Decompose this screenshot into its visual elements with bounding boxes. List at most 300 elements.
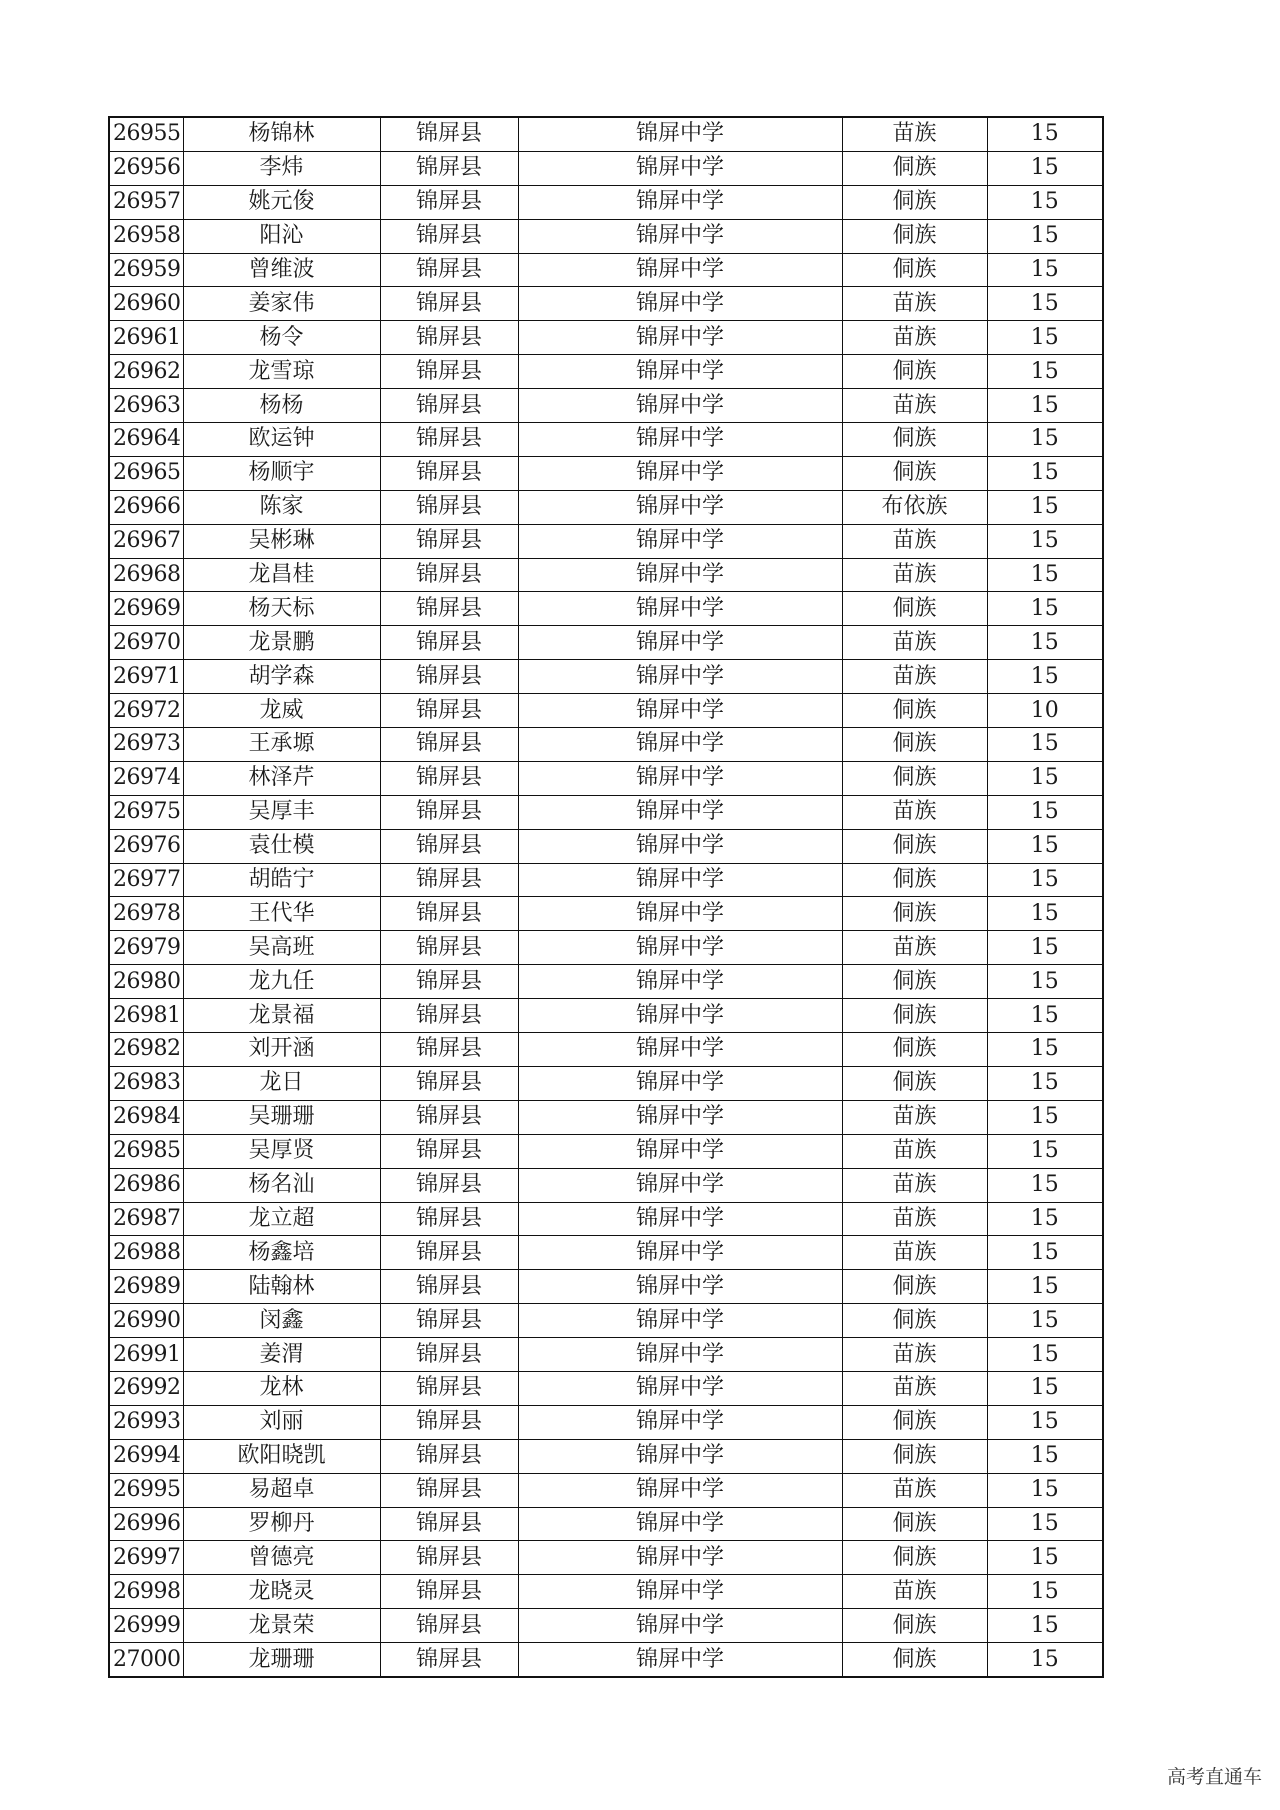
cell-name: 陆翰林 [183,1270,380,1304]
cell-county: 锦屏县 [380,1338,518,1372]
cell-score: 15 [987,1575,1103,1609]
cell-score: 15 [987,253,1103,287]
cell-school: 锦屏中学 [518,761,842,795]
cell-name: 胡学森 [183,660,380,694]
cell-score: 15 [987,999,1103,1033]
cell-county: 锦屏县 [380,1100,518,1134]
cell-county: 锦屏县 [380,1033,518,1067]
cell-score: 15 [987,423,1103,457]
cell-ethnicity: 侗族 [842,1066,987,1100]
cell-id: 26960 [109,287,183,321]
cell-id: 26986 [109,1168,183,1202]
cell-name: 袁仕模 [183,829,380,863]
cell-county: 锦屏县 [380,626,518,660]
cell-school: 锦屏中学 [518,931,842,965]
cell-county: 锦屏县 [380,1473,518,1507]
cell-score: 15 [987,761,1103,795]
cell-school: 锦屏中学 [518,423,842,457]
cell-id: 26972 [109,694,183,728]
table-row [109,1541,1103,1575]
table-row [109,321,1103,355]
cell-school: 锦屏中学 [518,1575,842,1609]
cell-county: 锦屏县 [380,524,518,558]
table-row [109,117,1103,151]
cell-ethnicity: 苗族 [842,1202,987,1236]
cell-name: 杨锦林 [183,117,380,151]
cell-score: 15 [987,1338,1103,1372]
cell-county: 锦屏县 [380,965,518,999]
cell-ethnicity: 侗族 [842,897,987,931]
cell-county: 锦屏县 [380,253,518,287]
cell-name: 吴厚丰 [183,795,380,829]
cell-school: 锦屏中学 [518,558,842,592]
cell-name: 龙九任 [183,965,380,999]
cell-school: 锦屏中学 [518,490,842,524]
cell-county: 锦屏县 [380,1371,518,1405]
table-row [109,1609,1103,1643]
cell-id: 26982 [109,1033,183,1067]
table-row [109,829,1103,863]
table-row [109,1033,1103,1067]
cell-county: 锦屏县 [380,1304,518,1338]
cell-school: 锦屏中学 [518,456,842,490]
cell-id: 26971 [109,660,183,694]
cell-county: 锦屏县 [380,999,518,1033]
cell-ethnicity: 苗族 [842,795,987,829]
cell-county: 锦屏县 [380,795,518,829]
table-row [109,761,1103,795]
cell-ethnicity: 苗族 [842,287,987,321]
cell-school: 锦屏中学 [518,999,842,1033]
cell-ethnicity: 侗族 [842,219,987,253]
cell-county: 锦屏县 [380,931,518,965]
table-row [109,219,1103,253]
cell-county: 锦屏县 [380,1405,518,1439]
cell-school: 锦屏中学 [518,151,842,185]
table-row [109,592,1103,626]
cell-school: 锦屏中学 [518,626,842,660]
cell-id: 26955 [109,117,183,151]
cell-name: 杨鑫培 [183,1236,380,1270]
cell-id: 26965 [109,456,183,490]
cell-school: 锦屏中学 [518,1236,842,1270]
cell-score: 15 [987,1609,1103,1643]
table-row [109,1643,1103,1677]
cell-ethnicity: 苗族 [842,1473,987,1507]
cell-county: 锦屏县 [380,694,518,728]
cell-score: 15 [987,1202,1103,1236]
cell-ethnicity: 侗族 [842,863,987,897]
cell-school: 锦屏中学 [518,694,842,728]
cell-school: 锦屏中学 [518,287,842,321]
cell-school: 锦屏中学 [518,321,842,355]
cell-score: 15 [987,897,1103,931]
cell-score: 15 [987,558,1103,592]
cell-name: 姜渭 [183,1338,380,1372]
cell-school: 锦屏中学 [518,117,842,151]
cell-ethnicity: 侗族 [842,1507,987,1541]
cell-ethnicity: 侗族 [842,1609,987,1643]
cell-ethnicity: 苗族 [842,1100,987,1134]
cell-school: 锦屏中学 [518,1609,842,1643]
cell-score: 15 [987,1541,1103,1575]
table-row [109,1473,1103,1507]
table-row [109,1134,1103,1168]
cell-score: 15 [987,1439,1103,1473]
cell-score: 15 [987,728,1103,762]
cell-school: 锦屏中学 [518,219,842,253]
cell-school: 锦屏中学 [518,965,842,999]
cell-id: 26964 [109,423,183,457]
cell-id: 26961 [109,321,183,355]
cell-score: 15 [987,287,1103,321]
cell-ethnicity: 侗族 [842,1541,987,1575]
table-row [109,999,1103,1033]
cell-school: 锦屏中学 [518,1270,842,1304]
cell-school: 锦屏中学 [518,1405,842,1439]
cell-name: 龙雪琼 [183,355,380,389]
table-row [109,1236,1103,1270]
cell-ethnicity: 侗族 [842,1643,987,1677]
cell-school: 锦屏中学 [518,1473,842,1507]
cell-school: 锦屏中学 [518,389,842,423]
cell-id: 26990 [109,1304,183,1338]
table-row [109,1371,1103,1405]
cell-county: 锦屏县 [380,185,518,219]
cell-ethnicity: 苗族 [842,1168,987,1202]
cell-ethnicity: 侗族 [842,253,987,287]
cell-name: 杨令 [183,321,380,355]
cell-id: 26978 [109,897,183,931]
cell-ethnicity: 侗族 [842,965,987,999]
cell-name: 易超卓 [183,1473,380,1507]
cell-ethnicity: 侗族 [842,355,987,389]
cell-school: 锦屏中学 [518,795,842,829]
cell-ethnicity: 侗族 [842,1405,987,1439]
cell-county: 锦屏县 [380,558,518,592]
cell-county: 锦屏县 [380,355,518,389]
cell-score: 15 [987,185,1103,219]
cell-name: 罗柳丹 [183,1507,380,1541]
cell-ethnicity: 布依族 [842,490,987,524]
cell-county: 锦屏县 [380,1609,518,1643]
cell-ethnicity: 苗族 [842,1134,987,1168]
cell-school: 锦屏中学 [518,253,842,287]
cell-county: 锦屏县 [380,456,518,490]
cell-ethnicity: 侗族 [842,456,987,490]
table-row [109,795,1103,829]
cell-ethnicity: 侗族 [842,761,987,795]
cell-id: 26966 [109,490,183,524]
cell-county: 锦屏县 [380,1134,518,1168]
cell-ethnicity: 侗族 [842,1439,987,1473]
table-row [109,931,1103,965]
cell-id: 26976 [109,829,183,863]
cell-school: 锦屏中学 [518,897,842,931]
cell-id: 26969 [109,592,183,626]
cell-score: 15 [987,931,1103,965]
cell-id: 26996 [109,1507,183,1541]
cell-name: 吴高班 [183,931,380,965]
cell-school: 锦屏中学 [518,1202,842,1236]
cell-county: 锦屏县 [380,1270,518,1304]
cell-id: 26977 [109,863,183,897]
cell-name: 姜家伟 [183,287,380,321]
cell-id: 26994 [109,1439,183,1473]
cell-ethnicity: 苗族 [842,389,987,423]
cell-name: 杨天标 [183,592,380,626]
cell-county: 锦屏县 [380,592,518,626]
table-row [109,389,1103,423]
table-row [109,897,1103,931]
roster-body [109,117,1103,1677]
cell-score: 15 [987,456,1103,490]
cell-score: 15 [987,1100,1103,1134]
table-row [109,1100,1103,1134]
cell-id: 26989 [109,1270,183,1304]
cell-name: 林泽芹 [183,761,380,795]
cell-county: 锦屏县 [380,728,518,762]
table-row [109,456,1103,490]
table-row [109,863,1103,897]
cell-id: 26981 [109,999,183,1033]
cell-name: 龙景鹏 [183,626,380,660]
table-row [109,355,1103,389]
cell-id: 26968 [109,558,183,592]
table-row [109,965,1103,999]
cell-name: 杨杨 [183,389,380,423]
cell-name: 闵鑫 [183,1304,380,1338]
cell-score: 10 [987,694,1103,728]
cell-county: 锦屏县 [380,1066,518,1100]
cell-school: 锦屏中学 [518,1541,842,1575]
cell-school: 锦屏中学 [518,1643,842,1677]
cell-county: 锦屏县 [380,863,518,897]
cell-school: 锦屏中学 [518,829,842,863]
cell-score: 15 [987,1473,1103,1507]
cell-school: 锦屏中学 [518,1507,842,1541]
cell-school: 锦屏中学 [518,1066,842,1100]
cell-score: 15 [987,829,1103,863]
cell-name: 龙珊珊 [183,1643,380,1677]
cell-school: 锦屏中学 [518,1371,842,1405]
cell-score: 15 [987,795,1103,829]
cell-county: 锦屏县 [380,660,518,694]
cell-name: 龙昌桂 [183,558,380,592]
cell-county: 锦屏县 [380,1168,518,1202]
cell-county: 锦屏县 [380,287,518,321]
cell-name: 刘丽 [183,1405,380,1439]
cell-ethnicity: 侗族 [842,999,987,1033]
cell-score: 15 [987,389,1103,423]
table-row [109,1507,1103,1541]
cell-name: 欧运钟 [183,423,380,457]
cell-score: 15 [987,1168,1103,1202]
cell-ethnicity: 苗族 [842,1371,987,1405]
cell-name: 吴彬琳 [183,524,380,558]
cell-county: 锦屏县 [380,151,518,185]
cell-school: 锦屏中学 [518,1439,842,1473]
cell-county: 锦屏县 [380,1643,518,1677]
cell-score: 15 [987,151,1103,185]
cell-id: 27000 [109,1643,183,1677]
cell-county: 锦屏县 [380,1507,518,1541]
cell-score: 15 [987,1236,1103,1270]
cell-school: 锦屏中学 [518,728,842,762]
cell-name: 吴珊珊 [183,1100,380,1134]
cell-score: 15 [987,524,1103,558]
cell-id: 26983 [109,1066,183,1100]
cell-score: 15 [987,1134,1103,1168]
cell-score: 15 [987,1507,1103,1541]
cell-ethnicity: 侗族 [842,1270,987,1304]
cell-name: 龙威 [183,694,380,728]
cell-score: 15 [987,1270,1103,1304]
cell-id: 26992 [109,1371,183,1405]
table-row [109,490,1103,524]
cell-school: 锦屏中学 [518,660,842,694]
cell-ethnicity: 苗族 [842,626,987,660]
cell-school: 锦屏中学 [518,355,842,389]
cell-ethnicity: 苗族 [842,931,987,965]
cell-county: 锦屏县 [380,1202,518,1236]
cell-name: 刘开涵 [183,1033,380,1067]
cell-score: 15 [987,321,1103,355]
cell-id: 26963 [109,389,183,423]
cell-name: 龙景福 [183,999,380,1033]
cell-county: 锦屏县 [380,1575,518,1609]
cell-school: 锦屏中学 [518,185,842,219]
cell-score: 15 [987,355,1103,389]
cell-county: 锦屏县 [380,389,518,423]
cell-ethnicity: 侗族 [842,185,987,219]
cell-name: 龙晓灵 [183,1575,380,1609]
cell-ethnicity: 侗族 [842,423,987,457]
cell-name: 姚元俊 [183,185,380,219]
cell-id: 26958 [109,219,183,253]
cell-name: 龙景荣 [183,1609,380,1643]
table-row [109,660,1103,694]
cell-id: 26957 [109,185,183,219]
cell-id: 26984 [109,1100,183,1134]
cell-ethnicity: 苗族 [842,321,987,355]
cell-ethnicity: 苗族 [842,1338,987,1372]
cell-score: 15 [987,117,1103,151]
cell-score: 15 [987,1405,1103,1439]
table-row [109,423,1103,457]
cell-name: 陈家 [183,490,380,524]
table-row [109,253,1103,287]
cell-name: 杨顺宇 [183,456,380,490]
cell-name: 曾德亮 [183,1541,380,1575]
cell-score: 15 [987,219,1103,253]
cell-county: 锦屏县 [380,761,518,795]
table-row [109,1202,1103,1236]
cell-ethnicity: 苗族 [842,558,987,592]
table-row [109,1338,1103,1372]
cell-id: 26956 [109,151,183,185]
cell-score: 15 [987,863,1103,897]
cell-name: 欧阳晓凯 [183,1439,380,1473]
cell-county: 锦屏县 [380,490,518,524]
cell-id: 26967 [109,524,183,558]
cell-id: 26995 [109,1473,183,1507]
cell-id: 26974 [109,761,183,795]
cell-score: 15 [987,1066,1103,1100]
cell-id: 26997 [109,1541,183,1575]
table-row [109,626,1103,660]
cell-ethnicity: 苗族 [842,524,987,558]
table-row [109,185,1103,219]
cell-name: 阳沁 [183,219,380,253]
table-row [109,1304,1103,1338]
cell-name: 吴厚贤 [183,1134,380,1168]
cell-ethnicity: 侗族 [842,1033,987,1067]
cell-name: 李炜 [183,151,380,185]
cell-id: 26988 [109,1236,183,1270]
cell-school: 锦屏中学 [518,592,842,626]
cell-id: 26987 [109,1202,183,1236]
table-row [109,1439,1103,1473]
cell-ethnicity: 侗族 [842,1304,987,1338]
cell-county: 锦屏县 [380,1439,518,1473]
table-row [109,1168,1103,1202]
table-row [109,558,1103,592]
cell-school: 锦屏中学 [518,1304,842,1338]
cell-name: 王承塬 [183,728,380,762]
cell-score: 15 [987,626,1103,660]
cell-score: 15 [987,660,1103,694]
cell-ethnicity: 苗族 [842,117,987,151]
cell-name: 龙日 [183,1066,380,1100]
cell-name: 王代华 [183,897,380,931]
table-row [109,694,1103,728]
table-row [109,151,1103,185]
cell-score: 15 [987,1033,1103,1067]
table-row [109,1405,1103,1439]
cell-school: 锦屏中学 [518,1338,842,1372]
cell-score: 15 [987,592,1103,626]
watermark-text: 高考直通车 [1166,1766,1262,1788]
cell-id: 26975 [109,795,183,829]
cell-score: 15 [987,1304,1103,1338]
cell-score: 15 [987,490,1103,524]
cell-ethnicity: 侗族 [842,151,987,185]
table-row [109,1575,1103,1609]
cell-ethnicity: 侗族 [842,592,987,626]
cell-score: 15 [987,965,1103,999]
cell-name: 龙立超 [183,1202,380,1236]
cell-county: 锦屏县 [380,897,518,931]
cell-ethnicity: 苗族 [842,1575,987,1609]
cell-id: 26970 [109,626,183,660]
cell-county: 锦屏县 [380,117,518,151]
cell-county: 锦屏县 [380,423,518,457]
cell-ethnicity: 侗族 [842,728,987,762]
cell-score: 15 [987,1643,1103,1677]
cell-ethnicity: 侗族 [842,694,987,728]
cell-ethnicity: 侗族 [842,829,987,863]
cell-id: 26962 [109,355,183,389]
cell-id: 26999 [109,1609,183,1643]
cell-school: 锦屏中学 [518,1033,842,1067]
cell-school: 锦屏中学 [518,524,842,558]
cell-name: 曾维波 [183,253,380,287]
table-row [109,1270,1103,1304]
cell-ethnicity: 苗族 [842,1236,987,1270]
cell-id: 26959 [109,253,183,287]
cell-school: 锦屏中学 [518,1168,842,1202]
